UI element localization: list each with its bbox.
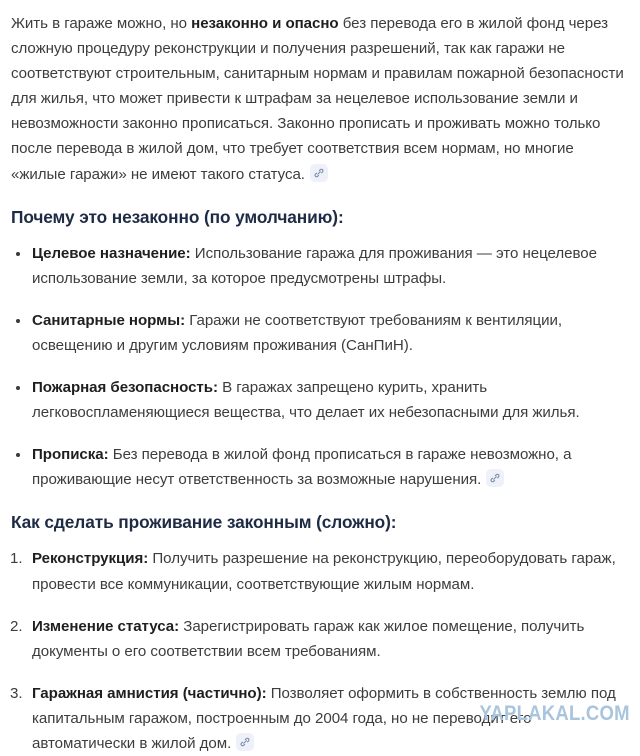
intro-text-after-bold: без перевода его в жилой фонд через сложную процедуру реконструкции и получения разрешений, так как гаражи не соответствуют строительным, санитарным нормам и правилам пожарной безопасности для жилья, что может привести к штрафам за нецелевое использование земли и невозможности законно прописаться. Законно прописать и проживать можно только после перевода в жилой дом, что требует соответствия всем нормам, но многие «жилые гаражи» не имеют такого статуса.	[11, 15, 624, 183]
list-item	[0, 614, 626, 664]
link-chip-icon[interactable]	[310, 164, 328, 182]
list-item-text: Гаражи не соответствуют требованиям к вентиляции, освещению и другим условиям проживания (СанПиН).	[32, 311, 563, 354]
reasons-list	[0, 233, 640, 493]
link-chip-icon[interactable]	[486, 469, 504, 487]
list-item	[0, 241, 626, 291]
list-item-term: Изменение статуса:	[32, 617, 180, 635]
list-item-term: Реконструкция:	[32, 550, 149, 568]
list-item-text: Зарегистрировать гараж как жилое помещение, получить документы о его соответствии всем требованиям.	[32, 617, 585, 660]
list-item-text: Без перевода в жилой фонд прописаться в гараже невозможно, а проживающие несут ответственность за возможные нарушения.	[32, 446, 572, 489]
site-watermark: YAPLAKAL.COM	[479, 702, 630, 725]
intro-text-before-bold: Жить в гараже можно, но	[11, 15, 192, 32]
list-item	[0, 375, 626, 425]
list-item	[0, 442, 626, 492]
list-item-term: Целевое назначение:	[32, 244, 191, 262]
link-chip-icon[interactable]	[236, 733, 254, 751]
list-item-text: Позволяет оформить в собственность землю под капитальным гаражом, построенным до 2004 года, но не переводит его автоматически в жилой дом.	[32, 684, 616, 752]
section-heading-2: Как сделать проживание законным (сложно):	[11, 512, 397, 533]
list-item-text: Использование гаража для проживания — это нецелевое использование земли, за которое предусмотрены штрафы.	[32, 244, 597, 287]
intro-emphasis: незаконно и опасно	[191, 15, 339, 32]
list-item-text: Получить разрешение на реконструкцию, переоборудовать гараж, провести все коммуникации, соответствующие жилым нормам.	[32, 550, 616, 593]
list-item	[0, 546, 626, 596]
intro-paragraph	[0, 0, 640, 187]
list-item-term: Гаражная амнистия (частично):	[32, 684, 267, 702]
section-heading-1: Почему это незаконно (по умолчанию):	[11, 206, 344, 227]
list-item-term: Санитарные нормы:	[32, 311, 186, 329]
list-item	[0, 308, 626, 358]
list-item-text: В гаражах запрещено курить, хранить легковоспламеняющиеся вещества, что делает их небезопасными для жилья.	[32, 379, 580, 422]
list-item-term: Пожарная безопасность:	[32, 379, 218, 397]
list-item-term: Прописка:	[32, 446, 109, 464]
